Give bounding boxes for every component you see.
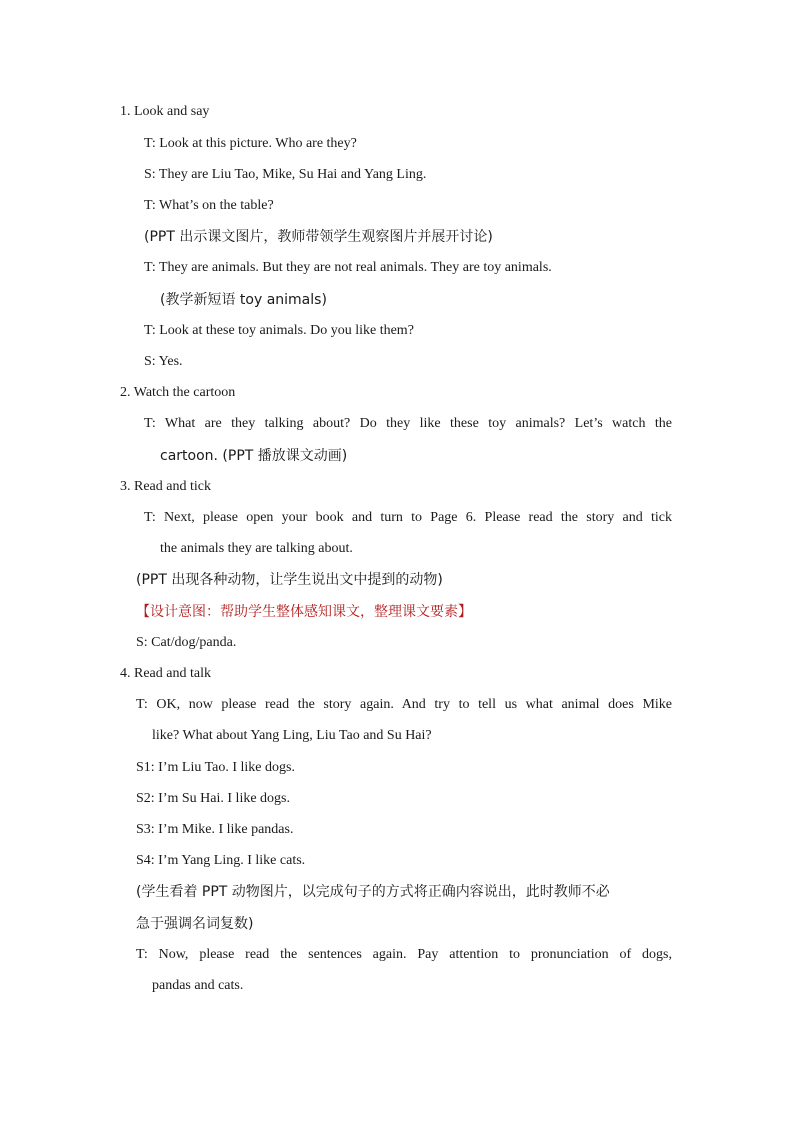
dialogue-line: S3: I’m Mike. I like pandas. (136, 822, 294, 837)
dialogue-line: the animals they are talking about. (160, 541, 353, 556)
dialogue-line: pandas and cats. (152, 978, 244, 993)
teaching-note: (教学新短语 toy animals) (160, 292, 327, 308)
dialogue-line: T: They are animals. But they are not real animals. They are toy animals. (144, 260, 552, 275)
dialogue-line: S2: I’m Su Hai. I like dogs. (136, 791, 290, 806)
teaching-note: (PPT 出示课文图片，教师带领学生观察图片并展开讨论) (144, 229, 493, 245)
dialogue-line: S: Cat/dog/panda. (136, 635, 237, 650)
section-heading-read-and-talk: 4. Read and talk (120, 666, 211, 681)
teaching-note: 急于强调名词复数) (136, 916, 254, 932)
dialogue-line: S1: I’m Liu Tao. I like dogs. (136, 760, 295, 775)
dialogue-line: T: Next, please open your book and turn to Page 6. Please read the story and tick (144, 510, 672, 525)
dialogue-line: T: OK, now please read the story again. And try to tell us what animal does Mike (136, 697, 672, 712)
design-intent-note: 【设计意图：帮助学生整体感知课文，整理课文要素】 (136, 604, 472, 620)
dialogue-line: T: What are they talking about? Do they like these toy animals? Let’s watch the (144, 416, 672, 431)
teaching-note: (学生看着 PPT 动物图片，以完成句子的方式将正确内容说出，此时教师不必 (136, 884, 610, 900)
dialogue-line: S4: I’m Yang Ling. I like cats. (136, 853, 306, 868)
dialogue-line: T: Look at this picture. Who are they? (144, 136, 357, 151)
dialogue-line: T: Look at these toy animals. Do you like them? (144, 323, 414, 338)
teaching-note: (PPT 出现各种动物，让学生说出文中提到的动物) (136, 572, 443, 588)
dialogue-line: S: They are Liu Tao, Mike, Su Hai and Yang Ling. (144, 167, 427, 182)
section-heading-look-and-say: 1. Look and say (120, 104, 210, 119)
dialogue-line: T: What’s on the table? (144, 198, 274, 213)
dialogue-line: S: Yes. (144, 354, 183, 369)
dialogue-line: like? What about Yang Ling, Liu Tao and Su Hai? (152, 728, 432, 743)
section-heading-read-and-tick: 3. Read and tick (120, 479, 211, 494)
section-heading-watch-the-cartoon: 2. Watch the cartoon (120, 385, 236, 400)
dialogue-line: T: Now, please read the sentences again. Pay attention to pronunciation of dogs, (136, 947, 672, 962)
dialogue-line: cartoon. (PPT 播放课文动画) (160, 448, 348, 464)
